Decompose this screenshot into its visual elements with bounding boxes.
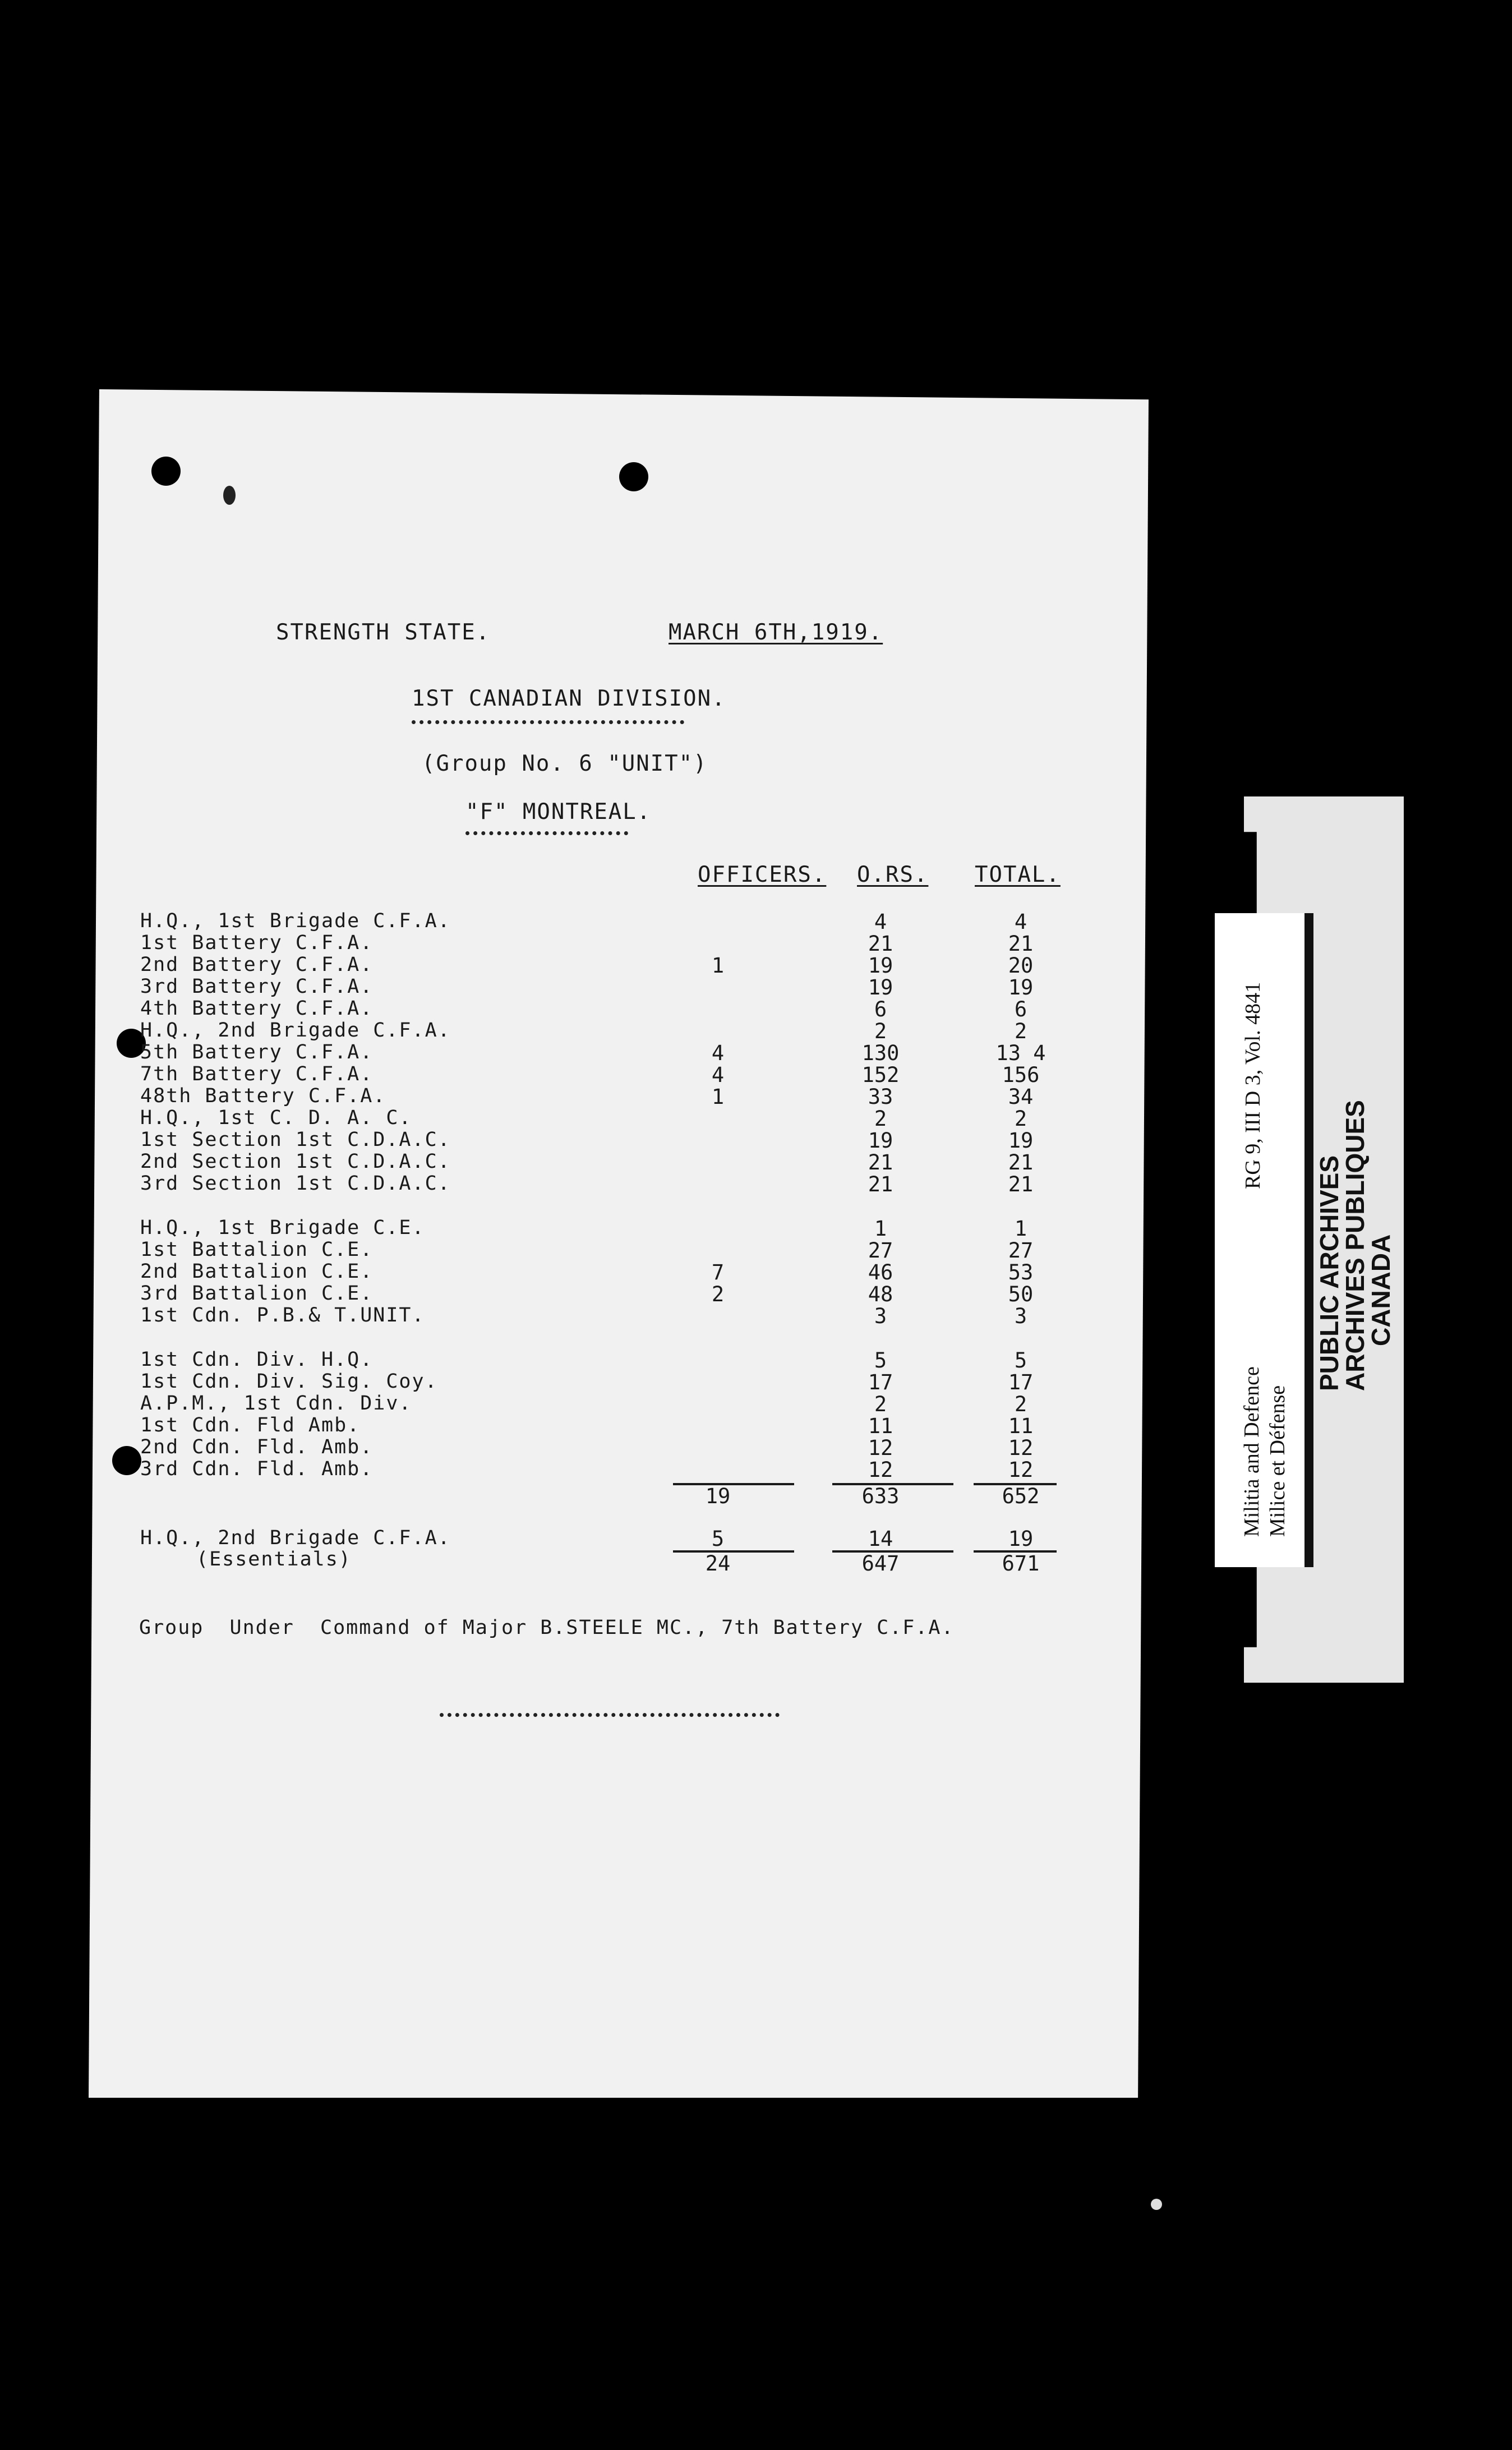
punch-hole [619, 462, 648, 491]
total-value: 2 [1014, 1107, 1027, 1131]
unit-name: 1st Battery C.F.A. [140, 932, 374, 954]
total-value: 53 [1008, 1260, 1034, 1284]
unit-name: 3rd Battery C.F.A. [140, 975, 374, 998]
total-value: 5 [1014, 1348, 1027, 1373]
unit-name: 2nd Cdn. Fld. Amb. [140, 1436, 374, 1458]
col-officers: OFFICERS. [698, 862, 827, 887]
ors-value: 12 [868, 1458, 893, 1482]
unit-name: 2nd Battalion C.E. [140, 1260, 374, 1283]
unit-name: 1st Section 1st C.D.A.C. [140, 1129, 451, 1151]
total-value: 21 [1008, 1172, 1034, 1196]
officers-value: 1 [711, 954, 725, 978]
unit-name: 1st Cdn. Div. Sig. Coy. [140, 1370, 438, 1393]
ors-value: 21 [868, 1150, 893, 1175]
total-value: 12 [1008, 1436, 1034, 1460]
ors-value: 19 [868, 975, 893, 1000]
label-dept-en: Militia and Defence [1240, 1366, 1264, 1537]
ors-value: 3 [874, 1304, 887, 1328]
label-ref: RG 9, III D 3, Vol. 4841 [1241, 982, 1265, 1189]
label-archive-en: PUBLIC ARCHIVES [1315, 1155, 1344, 1391]
total-value: 27 [1008, 1238, 1034, 1263]
unit-name: 7th Battery C.F.A. [140, 1063, 374, 1085]
ors-value: 5 [874, 1348, 887, 1373]
unit-name: 1st Cdn. Div. H.Q. [140, 1348, 374, 1371]
group-title: (Group No. 6 "UNIT") [422, 751, 708, 776]
unit-name: A.P.M., 1st Cdn. Div. [140, 1392, 412, 1415]
officers-value: 1 [711, 1085, 725, 1109]
footer-note: Group Under Command of Major B.STEELE MC., 7th Battery C.F.A. [139, 1617, 955, 1639]
total-value: 13 4 [995, 1041, 1046, 1065]
officers-value: 2 [711, 1282, 725, 1306]
officers-value: 7 [711, 1260, 725, 1284]
header-left: STRENGTH STATE. [276, 620, 491, 645]
grand-total-row: 24 647 671 [705, 1551, 1040, 1576]
total-value: 19 [1008, 1129, 1034, 1153]
unit-name: 48th Battery C.F.A. [140, 1085, 386, 1107]
ors-value: 2 [874, 1019, 887, 1043]
total-value: 6 [1014, 997, 1027, 1021]
location-title: "F" MONTREAL. [465, 799, 652, 825]
col-ors: O.RS. [857, 862, 929, 887]
total-value: 21 [1008, 1150, 1034, 1175]
ors-value: 48 [868, 1282, 893, 1306]
ors-value: 46 [868, 1260, 893, 1284]
total-value: 21 [1008, 932, 1034, 956]
title-underline [412, 720, 684, 724]
total-value: 50 [1008, 1282, 1034, 1306]
total-value: 34 [1008, 1085, 1034, 1109]
ors-value: 6 [874, 997, 887, 1021]
unit-name: 3rd Section 1st C.D.A.C. [140, 1172, 451, 1195]
ors-value: 19 [868, 954, 893, 978]
total-value: 11 [1008, 1414, 1034, 1438]
unit-name: 2nd Battery C.F.A. [140, 954, 374, 976]
ors-value: 33 [868, 1085, 893, 1109]
ors-value: 2 [874, 1392, 887, 1416]
closing-line [440, 1713, 780, 1717]
ors-value: 19 [868, 1129, 893, 1153]
unit-name: 2nd Section 1st C.D.A.C. [140, 1150, 451, 1173]
officers-value: 4 [711, 1063, 725, 1087]
officers-value: 4 [711, 1041, 725, 1065]
total-value: 156 [1002, 1063, 1040, 1087]
total-value: 20 [1008, 954, 1034, 978]
total-value: 12 [1008, 1458, 1034, 1482]
unit-name: 1st Cdn. P.B.& T.UNIT. [140, 1304, 425, 1327]
total-value: 19 [1008, 975, 1034, 1000]
total-value: 2 [1014, 1392, 1027, 1416]
unit-name: H.Q., 1st C. D. A. C. [140, 1107, 412, 1129]
unit-name: 4th Battery C.F.A. [140, 997, 374, 1020]
unit-name: H.Q., 2nd Brigade C.F.A. [140, 1019, 451, 1042]
col-total: TOTAL. [975, 862, 1061, 887]
unit-name: 5th Battery C.F.A. [140, 1041, 374, 1063]
ors-value: 11 [868, 1414, 893, 1438]
ors-value: 21 [868, 1172, 893, 1196]
ors-value: 1 [874, 1217, 887, 1241]
unit-name: 3rd Battalion C.E. [140, 1282, 374, 1305]
unit-name: 1st Cdn. Fld Amb. [140, 1414, 361, 1436]
label-archive-fr: ARCHIVES PUBLIQUES [1340, 1100, 1370, 1391]
unit-name: 3rd Cdn. Fld. Amb. [140, 1458, 374, 1480]
unit-name: 1st Battalion C.E. [140, 1238, 374, 1261]
ors-value: 17 [868, 1370, 893, 1394]
ors-value: 4 [874, 910, 887, 934]
ors-value: 152 [861, 1063, 900, 1087]
subtotal-row: 19 633 652 [705, 1484, 1040, 1508]
location-underline [465, 831, 628, 835]
extra-note-row: (Essentials) [196, 1548, 352, 1571]
ors-value: 27 [868, 1238, 893, 1263]
punch-hole [151, 457, 181, 486]
ink-mark [223, 486, 236, 505]
unit-name: H.Q., 1st Brigade C.F.A. [140, 910, 451, 932]
total-value: 3 [1014, 1304, 1027, 1328]
total-value: 4 [1014, 910, 1027, 934]
label-dept-fr: Milice et Défense [1266, 1385, 1289, 1537]
ors-value: 130 [861, 1041, 900, 1065]
header-date: MARCH 6TH,1919. [669, 620, 883, 645]
unit-name: H.Q., 1st Brigade C.E. [140, 1217, 425, 1239]
total-value: 17 [1008, 1370, 1034, 1394]
division-title: 1ST CANADIAN DIVISION. [412, 686, 726, 711]
ors-value: 21 [868, 932, 893, 956]
total-value: 1 [1014, 1217, 1027, 1241]
total-value: 2 [1014, 1019, 1027, 1043]
label-archive-canada: CANADA [1366, 1234, 1395, 1346]
speck [1151, 2199, 1162, 2210]
ors-value: 2 [874, 1107, 887, 1131]
extra-row: H.Q., 2nd Brigade C.F.A. 5 14 19 [140, 1527, 1034, 1551]
ors-value: 12 [868, 1436, 893, 1460]
